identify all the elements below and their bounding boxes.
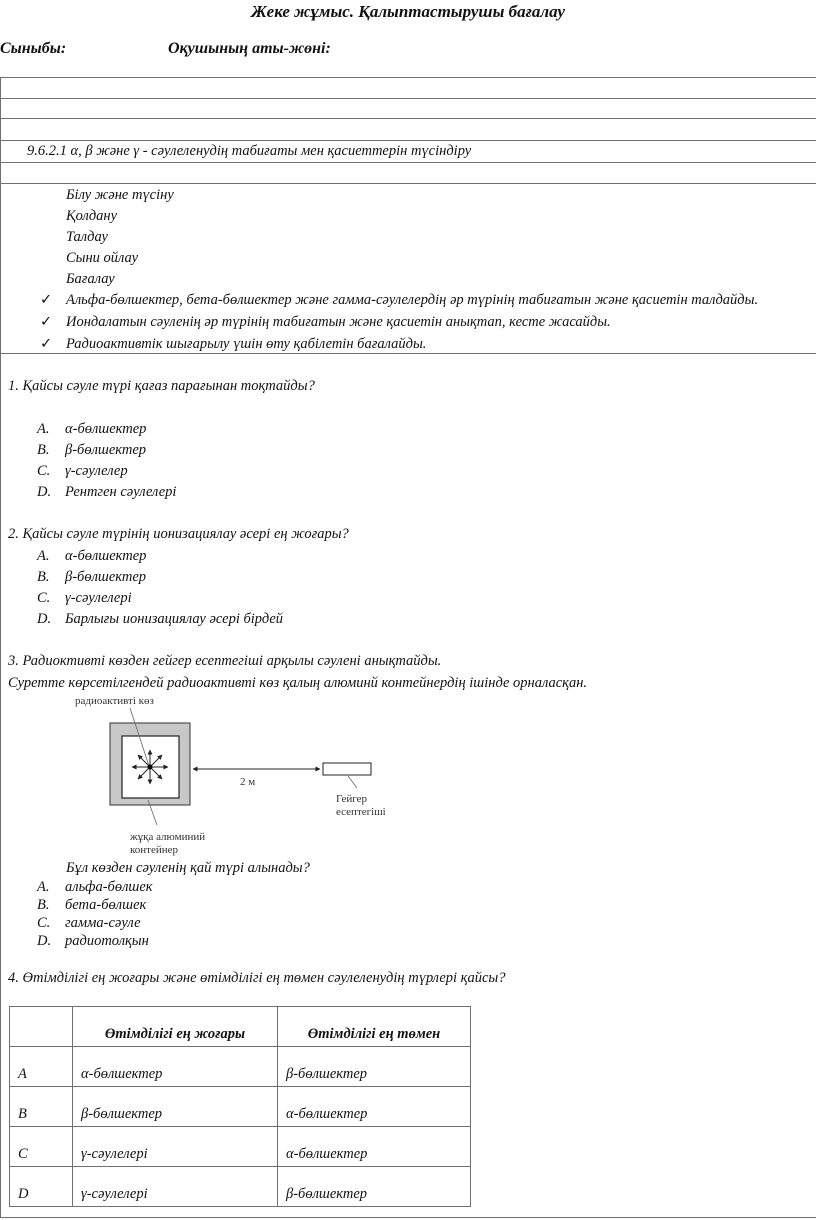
checkmark-icon: ✓ <box>40 292 53 308</box>
criterion-item <box>40 314 611 331</box>
divider <box>0 162 816 163</box>
distance-label: 2 м <box>240 776 256 788</box>
checkmark-icon: ✓ <box>40 336 53 352</box>
table-header-row <box>10 1007 471 1047</box>
question-3-text: 3. Радиоктивті көзден гейгер есептегіші арқылы сәулені анықтайды. <box>8 653 442 669</box>
question-1-text: 1. Қайсы сәуле түрі қағаз парағынан тоқтайды? <box>8 378 315 394</box>
table-header-cell: Өтімділігі ең жоғары <box>73 1007 278 1047</box>
source-label: радиоактивті көз <box>75 695 154 707</box>
table-cell: β-бөлшектер <box>278 1047 471 1087</box>
answer-option[interactable]: D. радиотолқын <box>37 933 149 949</box>
geiger-counter <box>323 763 371 775</box>
table-cell: α-бөлшектер <box>278 1127 471 1167</box>
thinking-level: Қолдану <box>66 208 118 224</box>
table-row[interactable] <box>10 1127 471 1167</box>
table-cell: β-бөлшектер <box>278 1167 471 1207</box>
checkmark-icon: ✓ <box>40 314 53 330</box>
table-cell: α-бөлшектер <box>73 1047 278 1087</box>
table-cell: γ-сәулелері <box>73 1127 278 1167</box>
table-row[interactable] <box>10 1087 471 1127</box>
divider <box>0 140 816 141</box>
question-3-subquestion: Бұл көзден сәуленің қай түрі алынады? <box>66 860 310 876</box>
thinking-level: Талдау <box>66 229 108 245</box>
geiger-label-2: есептегіші <box>336 806 386 818</box>
answer-option[interactable]: B. β-бөлшектер <box>37 442 147 458</box>
criterion-text: Иондалатын сәуленің әр түрінің табиғатын және қасиетін анықтап, кесте жасайды. <box>66 314 611 330</box>
container-label-2: контейнер <box>130 844 179 856</box>
table-cell: A <box>10 1047 73 1087</box>
answer-option[interactable]: B. бета-бөлшек <box>37 897 147 913</box>
student-name-label: Оқушының аты-жөні: <box>168 40 331 57</box>
answer-option[interactable]: A. альфа-бөлшек <box>37 879 153 895</box>
geiger-label-1: Гейгер <box>336 793 368 805</box>
divider <box>0 183 816 184</box>
table-cell: α-бөлшектер <box>278 1087 471 1127</box>
answer-option[interactable]: A. α-бөлшектер <box>37 548 147 564</box>
table-cell: D <box>10 1167 73 1207</box>
learning-objective: 9.6.2.1 α, β және γ - сәулеленудің табиғаты мен қасиеттерін түсіндіру <box>27 143 472 159</box>
geiger-pointer-line <box>348 776 357 788</box>
thinking-level: Бағалау <box>66 271 115 287</box>
penetration-table <box>9 1006 471 1207</box>
criterion-text: Альфа-бөлшектер, бета-бөлшектер және гамма-сәулелердің әр түрінің табиғатын және қасиетін талдайды. <box>66 292 759 308</box>
answer-option[interactable]: C. гамма-сәуле <box>37 915 141 931</box>
thinking-level: Сыни ойлау <box>66 250 139 266</box>
question-3-text-line2: Суретте көрсетілгендей радиоактивті көз қалың алюминй контейнердің ішінде орналасқан. <box>8 675 588 691</box>
question-2-text: 2. Қайсы сәуле түрінің ионизациялау әсері ең жоғары? <box>8 526 349 542</box>
criterion-item <box>40 292 758 309</box>
answer-option[interactable]: D. Барлығы ионизациялау әсері бірдей <box>37 611 284 627</box>
table-header-cell: Өтімділігі ең төмен <box>278 1007 471 1047</box>
radiation-diagram <box>60 690 420 860</box>
divider <box>0 353 816 354</box>
table-cell: β-бөлшектер <box>73 1087 278 1127</box>
divider <box>0 77 816 78</box>
table-row[interactable] <box>10 1047 471 1087</box>
answer-option[interactable]: B. β-бөлшектер <box>37 569 147 585</box>
left-border <box>0 77 1 1218</box>
table-cell: B <box>10 1087 73 1127</box>
answer-option[interactable]: D. Рентген сәулелері <box>37 484 177 500</box>
table-header-cell <box>10 1007 73 1047</box>
table-cell: C <box>10 1127 73 1167</box>
radioactive-source-dot <box>148 765 153 770</box>
divider <box>0 118 816 119</box>
answer-option[interactable]: C. γ-сәулелер <box>37 463 128 479</box>
page-title: Жеке жұмыс. Қалыптастырушы бағалау <box>251 2 565 21</box>
class-label: Сыныбы: <box>0 40 67 57</box>
criterion-text: Радиоактивтік шығарылу үшін өту қабілетін бағалайды. <box>66 336 427 352</box>
divider <box>0 98 816 99</box>
table-row[interactable] <box>10 1167 471 1207</box>
criterion-item <box>40 336 426 353</box>
question-4-text: 4. Өтімділігі ең жоғары және өтімділігі ең төмен сәулеленудің түрлері қайсы? <box>8 970 506 986</box>
bottom-border <box>0 1217 816 1218</box>
thinking-level: Білу және түсіну <box>66 187 174 203</box>
container-label-1: жұқа алюминий <box>130 831 206 843</box>
table-cell: γ-сәулелері <box>73 1167 278 1207</box>
answer-option[interactable]: C. γ-сәулелері <box>37 590 132 606</box>
answer-option[interactable]: A. α-бөлшектер <box>37 421 147 437</box>
